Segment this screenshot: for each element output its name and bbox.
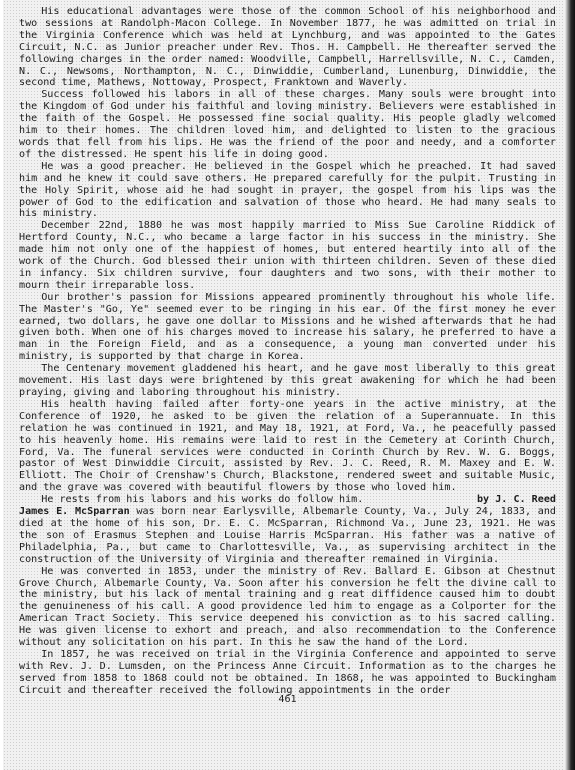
author-credit: by J. C. Reed	[476, 494, 556, 506]
scan-edge-shadow	[565, 0, 575, 770]
paragraph: In 1857, he was received on trial in the Virginia Conference and appointed to serve with Rev. J. D. Lumsden, on the Princess Anne Circuit. Information as to the charges he served from 1858 to 1868 could not be obtained. In 1868, he was appointed to Buckingham Circuit and thereafter received the following appointments in the order	[19, 648, 556, 696]
obituary-name: James E. McSparran	[19, 506, 130, 518]
obituary-text: was born near Earlysville, Albemarle County, Va., July 24, 1833, and died at the home of his son, Dr. E. C. McSparran, Richmond Va., June 23, 1921. He was the son of Erasmus Stephen and Louise Harris McSparran. His father was a native of Philadelphia, Pa., but came to Charlottesville, Va., as supervising architect in the construction of the University of Virginia and thereafter remained in Virginia.	[19, 506, 557, 565]
page-left-margin	[0, 0, 3, 770]
closing-paragraph	[19, 494, 556, 506]
page-number: 461	[278, 694, 297, 705]
paragraph: He was converted in 1853, under the ministry of Rev. Ballard E. Gibson at Chestnut Grove Church, Albemarle County, Va. Soon after his conversion he felt the divine call to the ministry, but his lack of mental training and g reat diffidence caused him to doubt the genuineness of his call. A good providence led him to engage as a Colporter for the American Tract Society. This service deepened his conviction as to his sacred calling. He was given license to exhort and preach, and also recommendation to the Conference without any solicitation on his part. In this he saw the hand of the Lord.	[19, 565, 556, 649]
paragraph: The Centenary movement gladdened his heart, and he gave most liberally to this great movement. His last days were brightened by this great awakening for which he had been praying, giving and laboring throughout his ministry.	[19, 363, 556, 398]
paragraph: Our brother's passion for Missions appeared prominently throughout his whole life. The Master's "Go, Ye" seemed ever to be ringing in his ear. Of the first money he ever earned, two dollars, he gave one dollar to Missions and he wished afterwards that he had given both. When one of his charges moved to increase his salary, he preferred to have a man in the Foreign Field, and as a consequence, a young man converted under his ministry, is supported by that charge in Korea.	[19, 291, 556, 363]
body-text	[19, 6, 556, 697]
paragraph: His educational advantages were those of the common School of his neighborhood and two sessions at Randolph-Macon College. In November 1877, he was admitted on trial in the Virginia Conference which was held at Lynchburg, and was appointed to the Gates Circuit, N.C. as Junior preacher under Rev. Thos. H. Campbell. He thereafter served the following charges in the order named: Woodville, Campbell, Harrellsville, N. C., Camden, N. C., Newsoms, Northampton, N. C., Dinwiddie, Cumberland, Lunenburg, Dinwiddie, the second time, Mathews, Nottoway, Prospect, Franktown and Waverly.	[19, 6, 556, 89]
paragraph: His health having failed after forty-one years in the active ministry, at the Conference of 1920, he asked to be given the relation of a Superannuate. In this relation he was continued in 1921, and May 18, 1921, at Ford, Va., he peacefully passed to his heavenly home. His remains were laid to rest in the Cemetery at Corinth Church, Ford, Va. The funeral services were conducted in Corinth Church by Rev. W. G. Boggs, pastor of West Dinwiddie Circuit, assisted by Rev. J. C. Reed, R. M. Maxey and E. W. Elliott. The Choir of Crenshaw's Church, Blackstone, rendered sweet and suitable Music, and the grave was covered with beautiful flowers by those who loved him.	[19, 398, 556, 494]
paragraph: December 22nd, 1880 he was most happily married to Miss Sue Caroline Riddick of Hertford County, N.C., who became a large factor in his success in the ministry. She made him not only one of the happiest of homes, but entered heartily into all of the work of the Church. God blessed their union with thirteen children. Seven of these died in infancy. Six children survive, four daughters and two sons, with their mother to mourn their irreparable loss.	[19, 220, 556, 291]
mcsparran-paragraph	[19, 506, 556, 566]
paragraph: Success followed his labors in all of these charges. Many souls were brought into the Kingdom of God under his faithful and loving ministry. Believers were established in the faith of the Gospel. He possessed fine social quality. His people gladly welcomed him to their homes. The children loved him, and delighted to listen to the gracious words that fell from his lips. He was the friend of the poor and needy, and a comforter of the distressed. He spent his life in doing good.	[19, 89, 556, 160]
paragraph: He was a good preacher. He believed in the Gospel which he preached. It had saved him and he knew it could save others. He prepared carefully for the pulpit. Trusting in the Holy Spirit, whose aid he had sought in prayer, the gospel from his lips was the power of God to the edification and salvation of those who heard. He had many seals to his ministry.	[19, 160, 556, 220]
closing-line: He rests from his labors and his works do follow him.	[41, 494, 364, 506]
